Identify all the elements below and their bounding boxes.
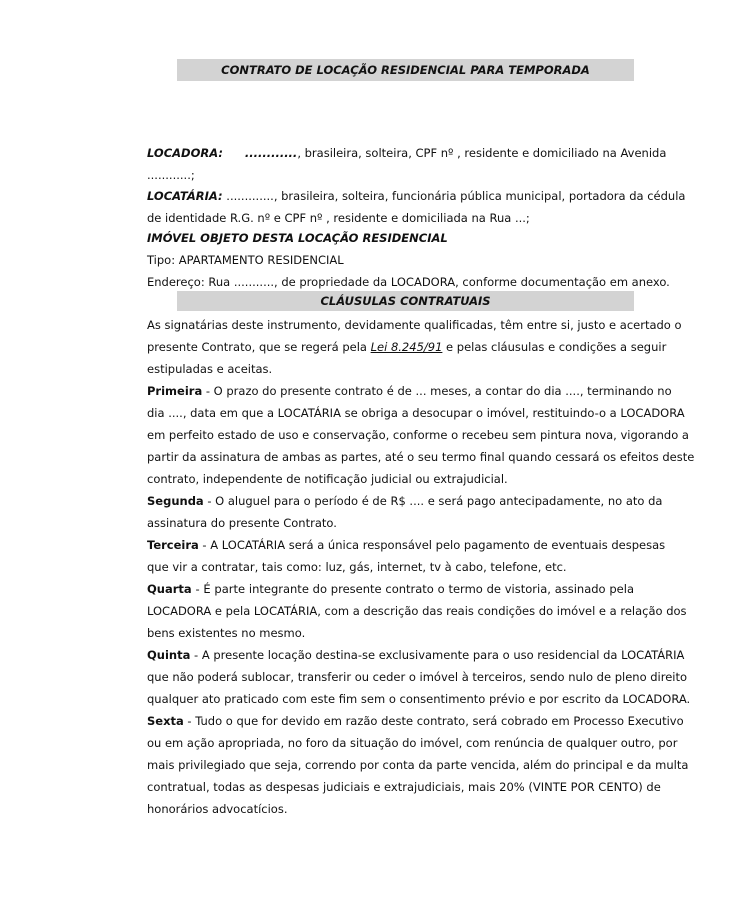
segunda-line-1 <box>147 490 663 512</box>
segunda-line-2: assinatura do presente Contrato. <box>147 516 337 530</box>
locataria-line-1 <box>147 185 686 207</box>
clauses-body <box>147 314 695 820</box>
quinta-line-3: qualquer ato praticado com este fim sem o consentimento prévio e por escrito da LOCADORA. <box>147 692 691 706</box>
locadora-section <box>147 142 667 186</box>
primeira-line-2: dia ...., data em que a LOCATÁRIA se obriga a desocupar o imóvel, restituindo-o a LOCADORA <box>147 406 685 420</box>
primeira-line-1-text: - O prazo do presente contrato é de ... meses, a contar do dia ...., terminando no <box>202 384 672 398</box>
sexta-line-2: ou em ação apropriada, no foro da situação do imóvel, com renúncia de qualquer outro, por <box>147 736 678 750</box>
intro-line-2-a: presente Contrato, que se regerá pela <box>147 340 371 354</box>
locadora-label: LOCADORA: <box>147 146 223 160</box>
primeira-line-3: em perfeito estado de uso e conservação, conforme o recebeu sem pintura nova, vigorando a <box>147 428 689 442</box>
quarta-line-2: LOCADORA e pela LOCATÁRIA, com a descrição das reais condições do imóvel e a relação dos <box>147 604 687 618</box>
terceira-line-1-text: - A LOCATÁRIA será a única responsável pelo pagamento de eventuais despesas <box>198 538 666 552</box>
quarta-label: Quarta <box>147 582 192 596</box>
primeira-line-1 <box>147 380 672 402</box>
locataria-section <box>147 185 686 229</box>
quarta-line-1 <box>147 578 634 600</box>
sexta-label: Sexta <box>147 714 184 728</box>
intro-line-2-b: e pelas cláusulas e condições a seguir <box>442 340 667 354</box>
sexta-line-3: mais privilegiado que seja, correndo por conta da parte vencida, além do principal e da multa <box>147 758 689 772</box>
sexta-line-1-text: - Tudo o que for devido em razão deste contrato, será cobrado em Processo Executivo <box>183 714 684 728</box>
quarta-line-3: bens existentes no mesmo. <box>147 626 306 640</box>
locadora-line-1-text: , brasileira, solteira, CPF nº , residente e domiciliado na Avenida <box>297 146 667 160</box>
terceira-line-1 <box>147 534 666 556</box>
sexta-line-4: contratual, todas as despesas judiciais e extrajudiciais, mais 20% (VINTE POR CENTO) de <box>147 780 661 794</box>
terceira-label: Terceira <box>147 538 199 552</box>
quarta-line-1-text: - É parte integrante do presente contrato o termo de vistoria, assinado pela <box>191 582 634 596</box>
segunda-label: Segunda <box>147 494 204 508</box>
imovel-section <box>147 227 670 293</box>
intro-line-1: As signatárias deste instrumento, devidamente qualificadas, têm entre si, justo e acertado o <box>147 318 682 332</box>
imovel-endereco: Endereço: Rua ..........., de propriedade da LOCADORA, conforme documentação em anexo. <box>147 275 670 289</box>
locataria-line-1-text: ............., brasileira, solteira, funcionária pública municipal, portadora da cédula <box>222 189 686 203</box>
law-reference: Lei 8.245/91 <box>370 340 443 354</box>
locadora-name-dots: ............ <box>244 146 298 160</box>
primeira-line-4: partir da assinatura de ambas as partes, até o seu termo final quando cessará os efeitos deste <box>147 450 695 464</box>
quinta-line-1-text: - A presente locação destina-se exclusivamente para o uso residencial da LOCATÁRIA <box>190 648 685 662</box>
clausulas-heading: CLÁUSULAS CONTRATUAIS <box>177 291 634 311</box>
terceira-line-2: que vir a contratar, tais como: luz, gás, internet, tv à cabo, telefone, etc. <box>147 560 567 574</box>
quinta-line-1 <box>147 644 685 666</box>
sexta-line-1 <box>147 710 684 732</box>
intro-line-2 <box>147 336 667 358</box>
sexta-line-5: honorários advocatícios. <box>147 802 288 816</box>
locataria-line-2: de identidade R.G. nº e CPF nº , residente e domiciliada na Rua ...; <box>147 211 530 225</box>
segunda-line-1-text: - O aluguel para o período é de R$ .... e será pago antecipadamente, no ato da <box>203 494 663 508</box>
locataria-label: LOCATÁRIA: <box>147 189 223 203</box>
contract-title: CONTRATO DE LOCAÇÃO RESIDENCIAL PARA TEMPORADA <box>177 59 634 81</box>
locadora-line-2: ............; <box>147 168 195 182</box>
quinta-label: Quinta <box>147 648 191 662</box>
imovel-tipo: Tipo: APARTAMENTO RESIDENCIAL <box>147 253 344 267</box>
primeira-line-5: contrato, independente de notificação judicial ou extrajudicial. <box>147 472 508 486</box>
locadora-line-1 <box>147 142 667 164</box>
imovel-heading: IMÓVEL OBJETO DESTA LOCAÇÃO RESIDENCIAL <box>147 231 448 245</box>
primeira-label: Primeira <box>147 384 203 398</box>
quinta-line-2: que não poderá sublocar, transferir ou ceder o imóvel à terceiros, sendo nulo de pleno direito <box>147 670 688 684</box>
intro-line-3: estipuladas e aceitas. <box>147 362 273 376</box>
